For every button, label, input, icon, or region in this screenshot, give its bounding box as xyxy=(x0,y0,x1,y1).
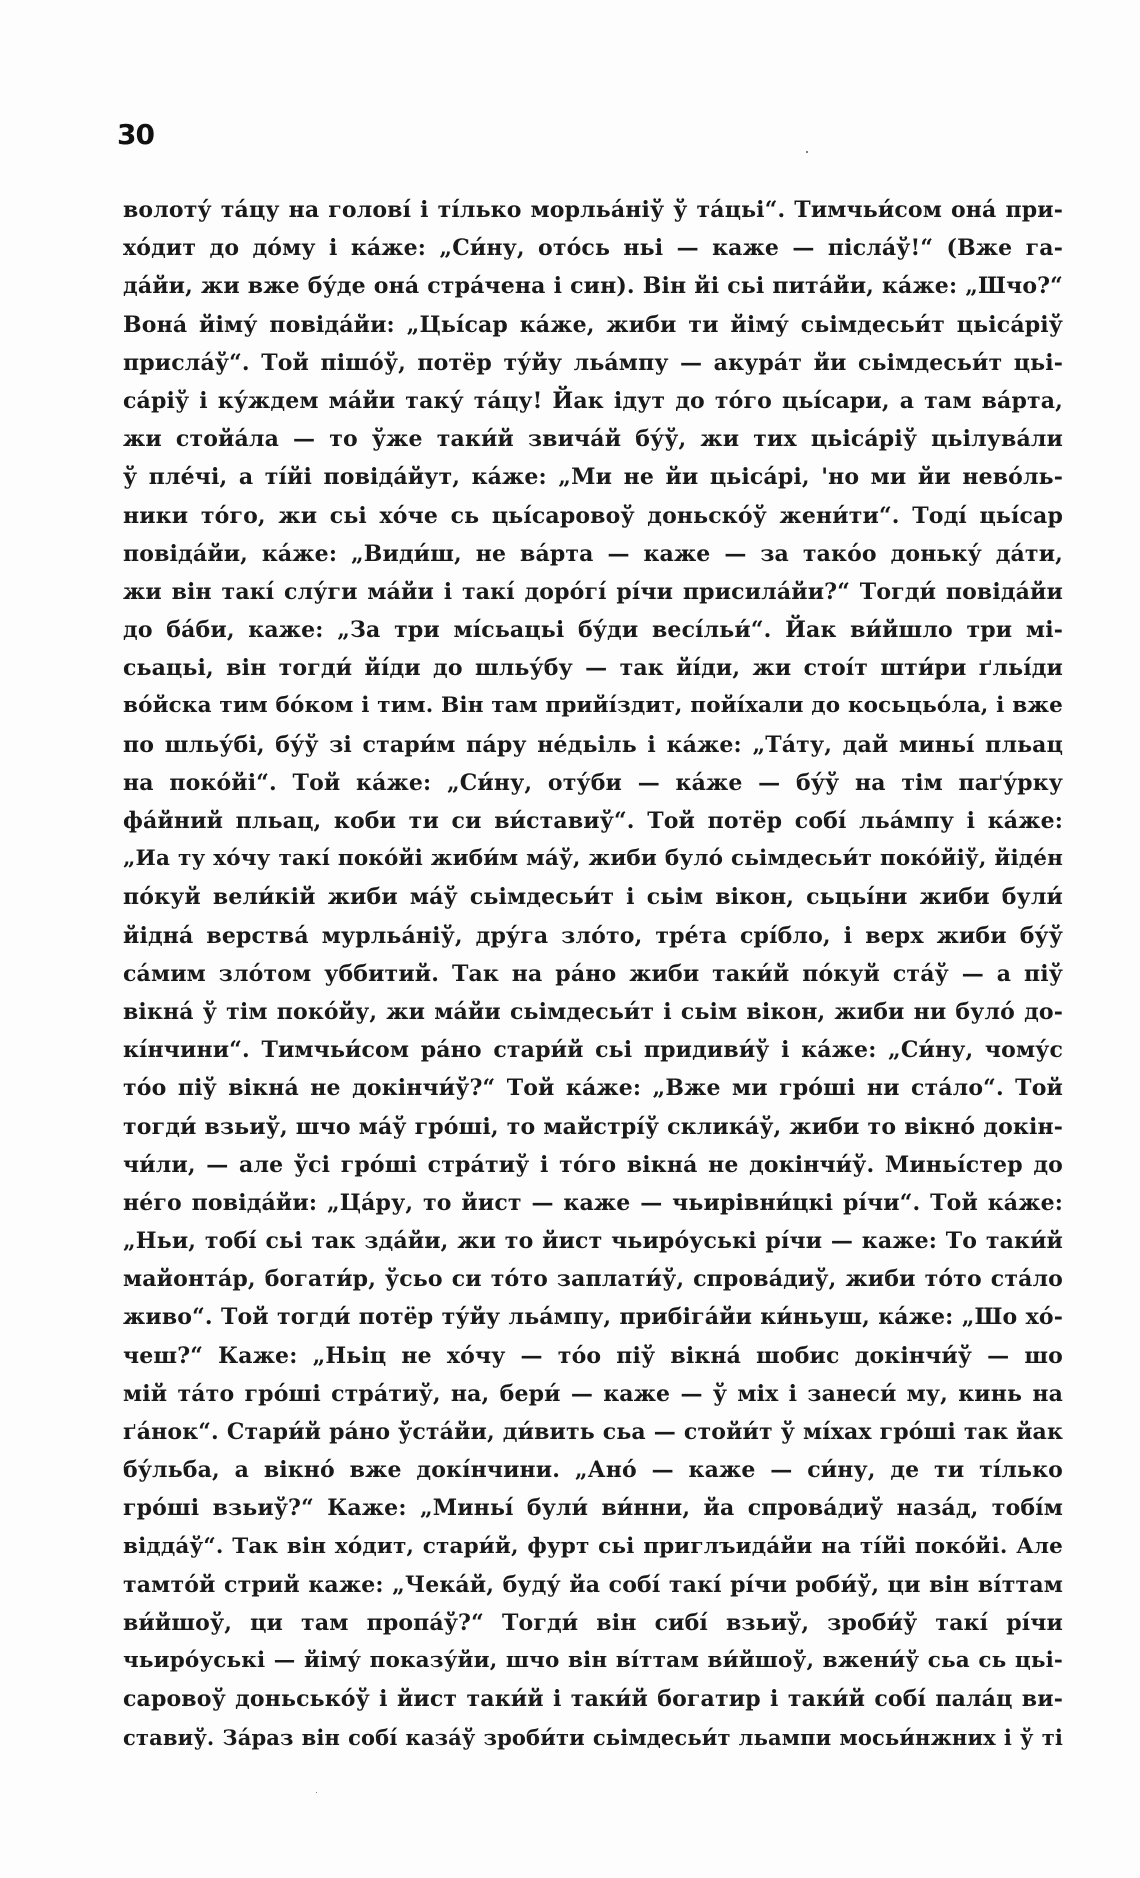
text-line: по́куй вели́кій жиби ма́ў сьімдесьи́т і сьім вікон, сьцьі́ни жиби були́ xyxy=(123,884,1063,911)
text-line: присла́ў“. Той пішо́ў, потёр ту́йу льа́мпу — акура́т йи сьімдесьи́т цьі- xyxy=(123,349,1063,376)
text-line: на поко́йі“. Той ка́же: „Си́ну, оту́би — ка́же — бу́ў на тім паґу́рку xyxy=(123,769,1063,796)
text-line: мій та́то гро́ші стра́тиў, на, бери́ — каже — ў міх і занеси́ му, кинь на xyxy=(123,1380,1063,1407)
text-line: не́го повіда́йи: „Ца́ру, то йист — каже — чьирівни́цкі рі́чи“. Той ка́же: xyxy=(123,1189,1063,1216)
text-line: до ба́би, каже: „За три мі́сьацьі бу́ди весі́льи́“. Йак ви́йшло три мі- xyxy=(123,617,1063,644)
text-line: то́о піў вікна́ не докінчи́ў?“ Той ка́же: „Вже ми гро́ші ни ста́ло“. Той xyxy=(123,1075,1063,1102)
text-line: йідна́ верства́ мурльа́ніў, дру́га зло́то, тре́та срі́бло, і верх жиби бу́ў xyxy=(123,922,1063,949)
text-line: са́мим зло́том уббитий. Так на ра́но жиби таки́й по́куй ста́ў — а піў xyxy=(123,960,1063,987)
text-line: волоту́ та́цу на голові́ і ті́лько морльа́ніў ў та́цьі“. Тимчьи́сом она́ при- xyxy=(123,197,1063,223)
text-line: ў пле́чі, а ті́йі повіда́йут, ка́же: „Ми не йи цьіса́рі, 'но ми йи нево́ль- xyxy=(123,464,1063,491)
text-line: жи він такі́ слу́ги ма́йи і такі́ доро́гі́ рі́чи присила́йи?“ Тогди́ повіда́йи xyxy=(123,578,1063,605)
page-number: 30 xyxy=(117,118,154,151)
text-line: майонта́р, богати́р, ўсьо си то́то заплати́ў, спрова́диў, жиби то́то ста́ло xyxy=(123,1266,1063,1293)
text-line: „Ньи, тобі́ сьі так зда́йи, жи то йист чьиро́уські рі́чи — каже: То таки́й xyxy=(123,1228,1063,1255)
text-line: да́йи, жи вже бу́де она́ стра́чена і син). Він йі сьі пита́йи, ка́же: „Шчо?“ xyxy=(123,273,1063,300)
text-line: відда́ў“. Так він хо́дит, стари́й, фурт сьі приглъида́йи на ті́йі поко́йі. Але xyxy=(123,1533,1063,1559)
text-line: жи стойа́ла — то ўже таки́й звича́й бу́ў, жи тих цьіса́ріў цьілува́ли xyxy=(123,426,1063,453)
text-line: са́ріў і ку́ждем ма́йи таку́ та́цу! Йак ідут до то́го цьі́сари, а там ва́рта, xyxy=(123,387,1063,414)
text-line: бу́льба, а вікно́ вже докі́нчини. „Ано́ — каже — си́ну, де ти ті́лько xyxy=(123,1457,1063,1484)
text-line: ники то́го, жи сьі хо́че сь цьі́саровоў доньско́ў жени́ти“. Тоді́ цьі́сар xyxy=(123,502,1063,529)
text-line: „Иа ту хо́чу такі́ поко́йі жиби́м ма́ў, жиби було́ сьімдесьи́т поко́йіў, йіде́н xyxy=(123,846,1063,872)
text-line: ви́йшоў, ци там пропа́ў?“ Тогди́ він сибі́ взьиў, зроби́ў такі́ рі́чи xyxy=(123,1609,1063,1636)
scan-speck xyxy=(316,1792,317,1793)
text-line: во́йска тим бо́ком і тим. Він там прийі́здит, пойі́хали до косьцьо́ла, і вже xyxy=(123,693,1063,719)
text-line: Вона́ йіму́ повіда́йи: „Цьі́сар ка́же, жиби ти йіму́ сьімдесьи́т цьіса́ріў xyxy=(123,311,1063,338)
text-line: чи́ли, — але ўсі гро́ші стра́тиў і то́го вікна́ не докінчи́ў. Миньі́стер до xyxy=(123,1151,1063,1178)
text-line: саровоў доньсько́ў і йист таки́й і таки́й богатир і таки́й собі́ пала́ц ви- xyxy=(123,1686,1063,1713)
text-line: фа́йний пльац, коби ти си ви́ставиў“. Той потёр собі́ льа́мпу і ка́же: xyxy=(123,808,1063,834)
scan-speck xyxy=(806,151,808,153)
text-line: тамто́й стрий каже: „Чека́й, буду́ йа собі́ такі́ рі́чи роби́ў, ци він ві́ттам xyxy=(123,1571,1063,1598)
text-line: чьиро́уські — йіму́ показу́йи, шчо він ві́ттам ви́йшоў, вжени́ў сьа сь цьі- xyxy=(123,1648,1063,1674)
text-line: гро́ші взьиў?“ Каже: „Миньі́ були́ ви́нни, йа спрова́диў наза́д, тобі́м xyxy=(123,1495,1063,1522)
text-line: хо́дит до до́му і ка́же: „Си́ну, ото́сь ньі — каже — післа́ў!“ (Вже га- xyxy=(123,235,1063,262)
text-line: повіда́йи, ка́же: „Види́ш, не ва́рта — каже — за тако́о доньку́ да́ти, xyxy=(123,540,1063,567)
text-line: тогди́ взьиў, шчо ма́ў гро́ші, то майстрі́ў склика́ў, жиби то вікно́ докін- xyxy=(123,1113,1063,1140)
text-line: вікна́ ў тім поко́йу, жи ма́йи сьімдесьи́т і сьім вікон, жиби ни було́ до- xyxy=(123,998,1063,1025)
text-line: по шльу́бі, бу́ў зі стари́м па́ру не́дьіль і ка́же: „Та́ту, дай миньі́ пльац xyxy=(123,731,1063,758)
text-line: кі́нчини“. Тимчьи́сом ра́но стари́й сьі придиви́ў і ка́же: „Си́ну, чому́с xyxy=(123,1037,1063,1064)
text-line: ставиў. За́раз він собі́ каза́ў зроби́ти сьімдесьи́т льампи мосьи́нжних і ў ті xyxy=(123,1724,1063,1750)
text-line: сьацьі, він тогди́ йі́ди до шльу́бу — так йі́ди, жи стоі́т шти́ри ґльі́ди xyxy=(123,655,1063,682)
text-line: ґа́нок“. Стари́й ра́но ўста́йи, ди́вить сьа — стойи́т ў мі́хах гро́ші так йак xyxy=(123,1419,1063,1445)
text-line: живо“. Той тогди́ потёр ту́йу льа́мпу, прибіга́йи ки́ньуш, ка́же: „Шо хо́- xyxy=(123,1304,1063,1331)
body-text xyxy=(123,191,1063,1757)
text-line: чеш?“ Каже: „Ньіц не хо́чу — то́о піў вікна́ шобис докінчи́ў — шо xyxy=(123,1342,1063,1369)
